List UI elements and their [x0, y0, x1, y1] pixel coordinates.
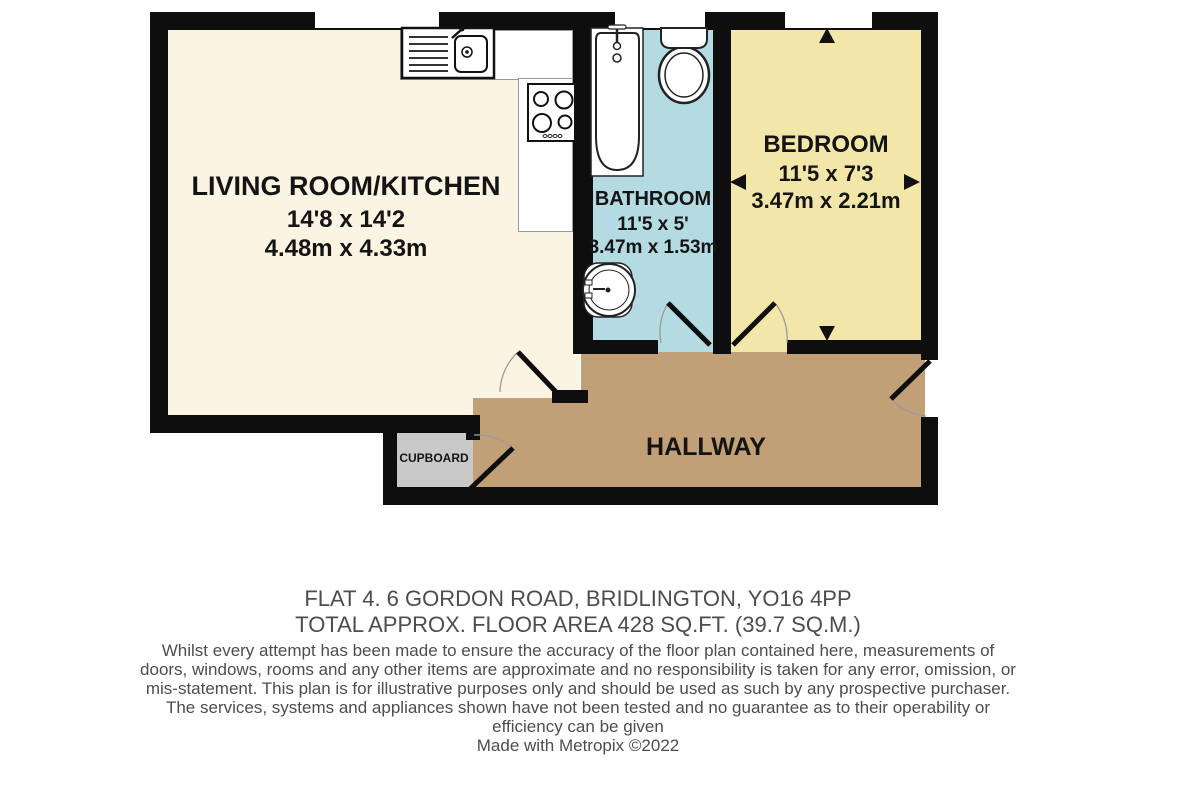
footer [138, 586, 1018, 755]
hallway-floor-main [581, 352, 925, 496]
bedroom-label [726, 131, 926, 214]
bedroom-name: BEDROOM [763, 131, 889, 158]
wall-bedroom-bottom [787, 340, 938, 354]
cupboard-name: CUPBOARD [399, 451, 469, 465]
living-room-dim-imperial: 14'8 x 14'2 [286, 205, 406, 233]
bathroom-dim-metric: 3.47m x 1.53m [588, 237, 718, 259]
window-bathroom [615, 9, 705, 28]
bathroom-dim-imperial: 11'5 x 5' [617, 213, 689, 235]
bedroom-dim-metric: 3.47m x 2.21m [751, 188, 901, 214]
disclaimer-text: Whilst every attempt has been made to ensure the accuracy of the floor plan contained here, measurements of doors, windows, rooms and any other items are approximate and no responsibility is taken for any error, omission, or mis-statement. This plan is for illustrative purposes only and should be used as such by any prospective purchaser. The services, systems and appliances shown have not been tested and no guarantee as to their operability or efficiency can be given [140, 641, 1016, 736]
bathroom-name: BATHROOM [594, 188, 712, 210]
hallway-floor-extension [473, 398, 588, 496]
bathroom-label [567, 188, 739, 259]
hallway-name: HALLWAY [646, 433, 766, 461]
kitchen-counter-top [400, 30, 573, 80]
bathroom-floor [590, 22, 720, 352]
wall-living-bottom [150, 415, 473, 433]
wall-right-lower [921, 417, 938, 505]
wall-living-bathroom [573, 22, 593, 352]
living-room-dim-metric: 4.48m x 4.33m [264, 235, 428, 263]
credit-line: Made with Metropix ©2022 [476, 736, 680, 755]
bedroom-dim-imperial: 11'5 x 7'3 [778, 161, 874, 187]
wall-bottom [383, 487, 938, 505]
living-room-label [146, 171, 546, 262]
wall-step [466, 415, 480, 440]
window-living-room [315, 9, 439, 28]
wall-bathroom-bottom [573, 340, 658, 354]
floor-area-line: TOTAL APPROX. FLOOR AREA 428 SQ.FT. (39.7 SQ.M.) [295, 612, 861, 637]
address-line: FLAT 4. 6 GORDON ROAD, BRIDLINGTON, YO16 4PP [304, 586, 852, 611]
hallway-label [606, 433, 806, 462]
living-room-name: LIVING ROOM/KITCHEN [191, 171, 501, 201]
wall-door-stub [552, 390, 588, 403]
window-bedroom [785, 9, 872, 28]
cupboard-label [396, 452, 472, 466]
